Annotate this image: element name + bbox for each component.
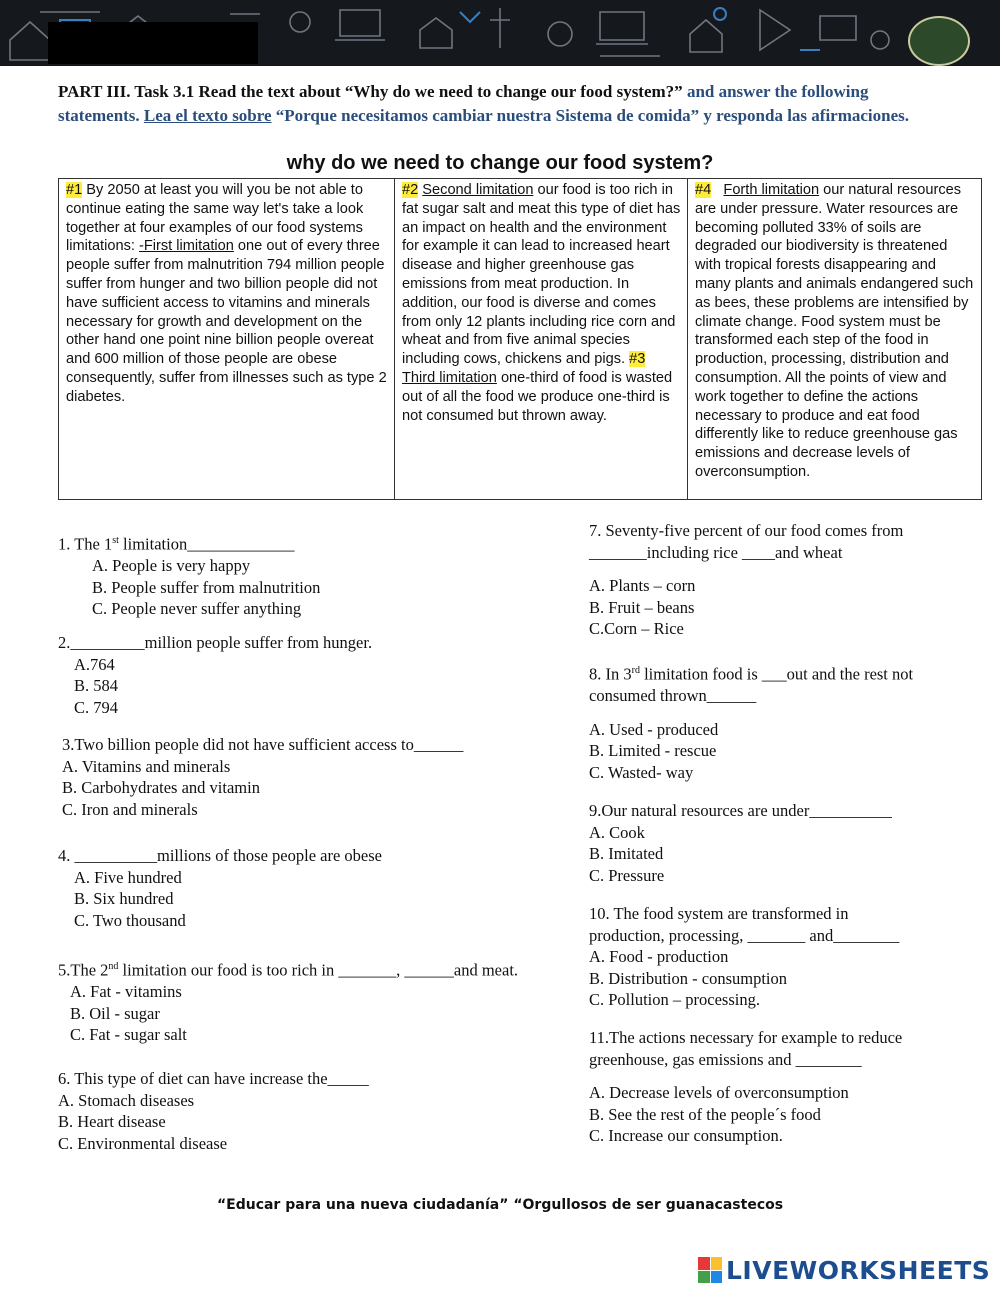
question-9: 9.Our natural resources are under__________ A. Cook B. Imitated C. Pressure — [589, 801, 892, 885]
option[interactable]: A. People is very happy — [92, 556, 251, 575]
option[interactable]: A.764 — [74, 654, 115, 674]
option[interactable]: A. Fat - vitamins — [70, 982, 182, 1001]
question-2: 2._________million people suffer from hunger. A.764 B. 584 C. 794 — [58, 633, 373, 717]
option[interactable]: B. Carbohydrates and vitamin — [62, 778, 260, 797]
option[interactable]: C. Fat - sugar salt — [70, 1025, 187, 1044]
option[interactable]: C. Pollution – processing. — [589, 990, 760, 1009]
question-4: 4. __________millions of those people are obese A. Five hundred B. Six hundred C. Two thousand — [58, 846, 382, 930]
school-seal-icon — [908, 16, 970, 66]
option[interactable]: C. 794 — [74, 697, 119, 717]
question-10: 10. The food system are transformed in production, processing, _______ and________ A. Food - production B. Distribution - consumption C. Pollution – processing. — [589, 904, 900, 1009]
reading-column-2: #2 Second limitation our food is too rich in fat sugar salt and meat this type of diet has an impact on health and the environment for example it can lead to increased heart disease and higher greenhouse gas emissions from meat production. In addition, our food is diverse and comes from only 12 plants including rice corn and wheat and from five animal species including cows, chickens and pigs. #3 Third limitation one-third of food is wasted out of all the food we produce one-third is not consumed but thrown away. — [395, 179, 688, 500]
option[interactable]: B. See the rest of the people´s food — [589, 1104, 821, 1124]
option[interactable]: B. Oil - sugar — [70, 1003, 160, 1023]
option[interactable]: A. Cook — [589, 822, 645, 842]
limitation-label: -First limitation — [139, 238, 234, 255]
redacted-box — [48, 22, 258, 64]
brand-name: LIVEWORKSHEETS — [726, 1255, 991, 1285]
question-11: 11.The actions necessary for example to reduce greenhouse, gas emissions and ________ A. Decrease levels of overconsumption B. See the rest of the people´s food C. Increase our consumption. — [589, 1028, 903, 1145]
option[interactable]: C. Environmental disease — [58, 1133, 228, 1153]
reading-column-3: #4 Forth limitation our natural resources are under pressure. Water resources are becoming polluted 33% of soils are degraded our biodiversity is threatened with tropical forests disappearing and many plants and animals endangered such as bees, these problems are intensified by climate change. Food system must be transformed each step of the food in production, processing, distribution and consumption. All the points of view and work together to define the actions necessary to produce and eat food differently like to reduce greenhouse gas emissions and decrease levels of overconsumption. — [688, 179, 982, 500]
instruction-spanish: “Porque necesitamos cambiar nuestra Sistema de comida” y responda las afirmaciones. — [271, 106, 910, 125]
liveworksheets-logo-icon — [698, 1257, 722, 1283]
part-label: PART III. Task 3.1 Read the text about “Why do we need to change our food system?” — [58, 82, 683, 101]
option[interactable]: C. Pressure — [589, 865, 665, 885]
instruction-spanish-link: Lea el texto sobre — [143, 106, 272, 125]
question-8: 8. In 3rd limitation food is ___out and the rest not consumed thrown______ A. Used - produced B. Limited - rescue C. Wasted- way — [589, 664, 914, 782]
limitation-label: Forth limitation — [723, 182, 820, 198]
question-6: 6. This type of diet can have increase the_____ A. Stomach diseases B. Heart disease C. Environmental disease — [58, 1069, 369, 1153]
footer-motto: “Educar para una nueva ciudadanía” “Orgullosos de ser guanacastecos — [216, 1197, 784, 1213]
option[interactable]: A. Stomach diseases — [58, 1090, 195, 1110]
option[interactable]: B. Limited - rescue — [589, 741, 717, 760]
question-1: 1. The 1st limitation_____________ A. People is very happy B. People suffer from malnutrition C. People never suffer anything — [58, 534, 321, 618]
task-instructions — [58, 80, 938, 128]
reading-table — [58, 178, 982, 500]
option[interactable]: B. Imitated — [589, 844, 664, 863]
option[interactable]: A. Used - produced — [589, 719, 719, 739]
limitation-tag: #4 — [695, 182, 712, 198]
option[interactable]: A. Five hundred — [74, 867, 182, 887]
instruction-english: and answer the following statements. — [58, 82, 869, 125]
option[interactable]: C.Corn – Rice — [589, 619, 684, 638]
option[interactable]: C. People never suffer anything — [92, 599, 302, 618]
option[interactable]: B. Six hundred — [74, 889, 174, 908]
option[interactable]: A. Decrease levels of overconsumption — [589, 1083, 849, 1102]
option[interactable]: C. Increase our consumption. — [589, 1126, 783, 1145]
option[interactable]: C. Wasted- way — [589, 762, 694, 782]
question-3: 3.Two billion people did not have sufficient access to______ A. Vitamins and minerals B. Carbohydrates and vitamin C. Iron and minerals — [62, 735, 464, 819]
question-7: 7. Seventy-five percent of our food comes from _______including rice ____and wheat A. Plants – corn B. Fruit – beans C.Corn – Rice — [589, 521, 904, 638]
option[interactable]: B. Distribution - consumption — [589, 968, 787, 988]
limitation-tag: #3 — [629, 351, 646, 368]
option[interactable]: A. Food - production — [589, 947, 729, 966]
question-5: 5.The 2nd limitation our food is too rich in _______, ______and meat. A. Fat - vitamins B. Oil - sugar C. Fat - sugar salt — [58, 960, 519, 1044]
reading-title: why do we need to change our food system? — [286, 152, 714, 174]
option[interactable]: C. Two thousand — [74, 910, 186, 930]
limitation-tag: #1 — [66, 182, 83, 198]
liveworksheets-brand — [698, 1255, 990, 1285]
limitation-label: Second limitation — [422, 182, 534, 198]
reading-column-1: #1 By 2050 at least you will you be not able to continue eating the same way let's take a look together at four examples of our food systems limitations: -First limitation one out of every three people suffer from malnutrition 794 million people suffer from hunger and two billion people did not have sufficient access to vitamins and minerals necessary for growth and development on the other hand one point nine billion people overeat and 600 million of those people are obese consequently, suffer from illnesses such as type 2 diabetes. — [59, 179, 395, 500]
header-banner — [0, 0, 1000, 66]
limitation-label: Third limitation — [402, 369, 497, 386]
limitation-tag: #2 — [402, 182, 419, 198]
option[interactable]: B. People suffer from malnutrition — [92, 577, 321, 597]
option[interactable]: B. Heart disease — [58, 1112, 166, 1131]
option[interactable]: C. Iron and minerals — [62, 799, 198, 819]
option[interactable]: B. 584 — [74, 676, 119, 695]
option[interactable]: A. Plants – corn — [589, 576, 696, 595]
option[interactable]: A. Vitamins and minerals — [62, 756, 231, 776]
option[interactable]: B. Fruit – beans — [589, 597, 695, 617]
